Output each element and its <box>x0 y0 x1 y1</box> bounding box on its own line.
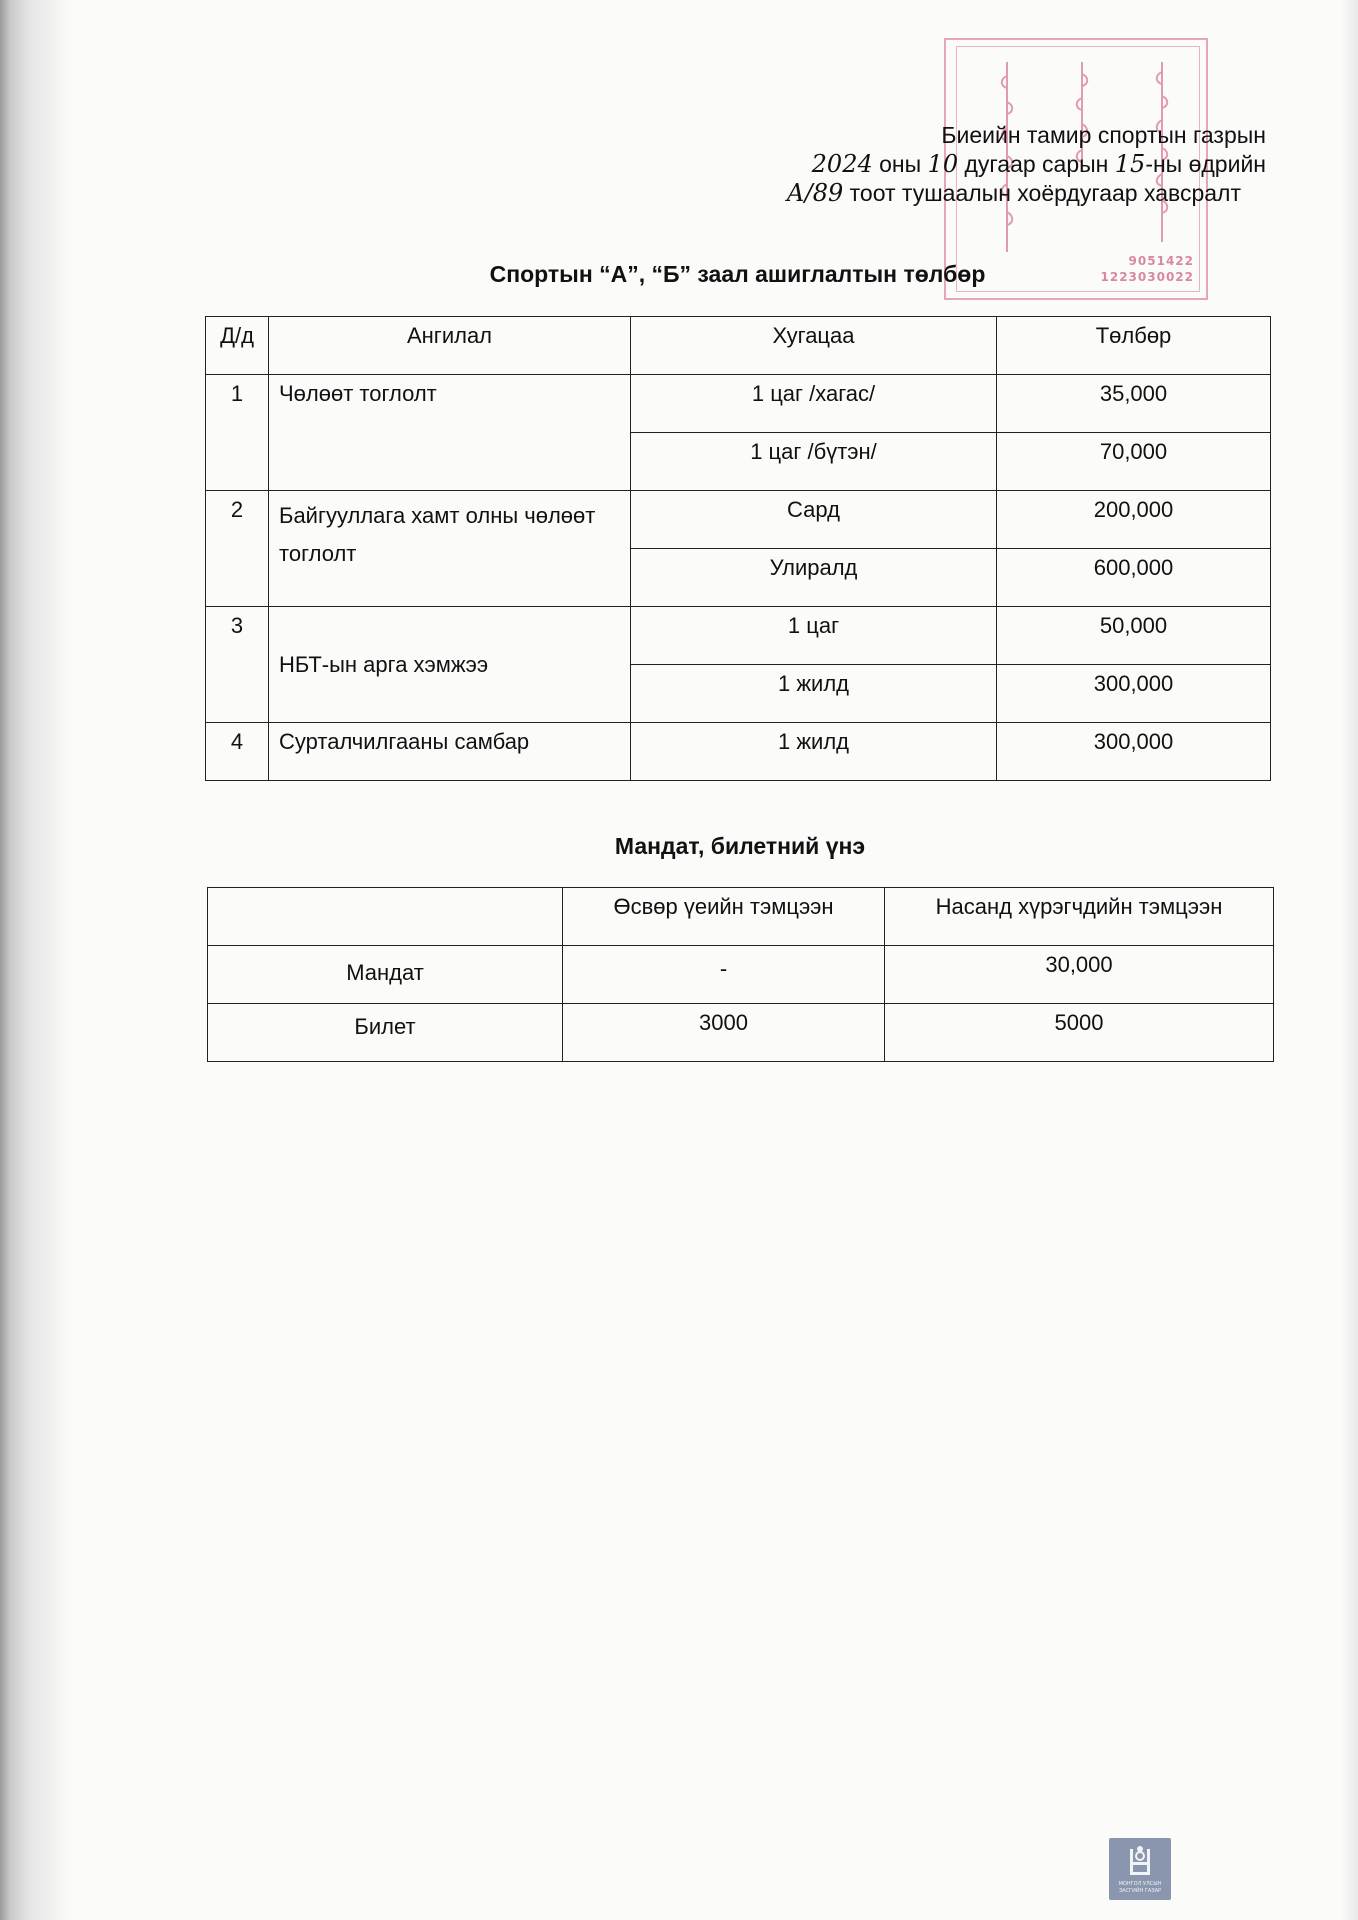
table-header-row <box>208 888 1274 946</box>
row-duration: Сард <box>631 491 997 549</box>
header-line-2 <box>706 150 1266 179</box>
document-header <box>706 121 1266 208</box>
table-row <box>206 491 1271 549</box>
row-no: 2 <box>206 491 269 607</box>
header-line-1: Биеийн тамир спортын газрын <box>941 122 1266 148</box>
fee-table <box>205 316 1271 781</box>
row-duration: 1 жилд <box>631 665 997 723</box>
handwritten-day: 15 <box>1114 150 1146 178</box>
row-duration: 1 цаг /бүтэн/ <box>631 433 997 491</box>
handwritten-order-number: А/89 <box>786 179 844 207</box>
row-category: НБТ-ын арга хэмжээ <box>269 607 631 723</box>
table-row <box>206 607 1271 665</box>
government-emblem <box>1109 1838 1171 1900</box>
scan-shadow-right <box>1340 0 1358 1920</box>
header-cell-category: Ангилал <box>269 317 631 375</box>
stamp-number-2: 1223030022 <box>1100 270 1194 284</box>
header-text: оны <box>872 151 928 177</box>
row-label: Билет <box>208 1004 563 1062</box>
header-cell-youth: Өсвөр үеийн тэмцээн <box>563 888 885 946</box>
row-duration: 1 цаг /хагас/ <box>631 375 997 433</box>
table-row <box>206 723 1271 781</box>
header-text: тоот тушаалын хоёрдугаар хавсралт <box>843 180 1241 206</box>
row-category: Сурталчилгааны самбар <box>269 723 631 781</box>
row-fee: 200,000 <box>997 491 1271 549</box>
table-header-row <box>206 317 1271 375</box>
row-fee: 300,000 <box>997 665 1271 723</box>
handwritten-month: 10 <box>927 150 959 178</box>
row-youth-price: - <box>563 946 885 1004</box>
row-adult-price: 5000 <box>885 1004 1274 1062</box>
row-duration: 1 жилд <box>631 723 997 781</box>
header-cell-adult: Насанд хүрэгчдийн тэмцээн <box>885 888 1274 946</box>
fee-table-title: Спортын “А”, “Б” заал ашиглалтын төлбөр <box>489 261 986 287</box>
row-fee: 300,000 <box>997 723 1271 781</box>
row-adult-price: 30,000 <box>885 946 1274 1004</box>
row-youth-price: 3000 <box>563 1004 885 1062</box>
row-duration: Улиралд <box>631 549 997 607</box>
row-label: Мандат <box>208 946 563 1004</box>
row-no: 3 <box>206 607 269 723</box>
header-line-3 <box>706 179 1266 208</box>
ticket-table-title: Мандат, билетний үнэ <box>614 833 866 859</box>
row-no: 1 <box>206 375 269 491</box>
header-cell-fee: Төлбөр <box>997 317 1271 375</box>
header-text: дугаар сарын <box>958 151 1115 177</box>
row-fee: 600,000 <box>997 549 1271 607</box>
row-fee: 35,000 <box>997 375 1271 433</box>
ticket-table <box>207 887 1274 1062</box>
handwritten-year: 2024 <box>811 150 873 178</box>
stamp-number-1: 9051422 <box>1128 254 1194 268</box>
row-category: Чөлөөт тоглолт <box>269 375 631 491</box>
row-fee: 70,000 <box>997 433 1271 491</box>
emblem-text-2: ЗАСГИЙН ГАЗАР <box>1118 1888 1162 1894</box>
header-cell-no: Д/д <box>206 317 269 375</box>
table-row <box>206 375 1271 433</box>
row-duration: 1 цаг <box>631 607 997 665</box>
header-cell-empty <box>208 888 563 946</box>
soyombo-icon <box>1126 1844 1154 1878</box>
row-no: 4 <box>206 723 269 781</box>
header-cell-duration: Хугацаа <box>631 317 997 375</box>
table-row <box>208 1004 1274 1062</box>
scan-shadow-left <box>0 0 70 1920</box>
row-category: Байгууллага хамт олны чөлөөт тоглолт <box>269 491 631 607</box>
emblem-text-1: МОНГОЛ УЛСЫН <box>1118 1881 1162 1887</box>
table-row <box>208 946 1274 1004</box>
row-fee: 50,000 <box>997 607 1271 665</box>
header-text: -ны өдрийн <box>1145 151 1266 177</box>
